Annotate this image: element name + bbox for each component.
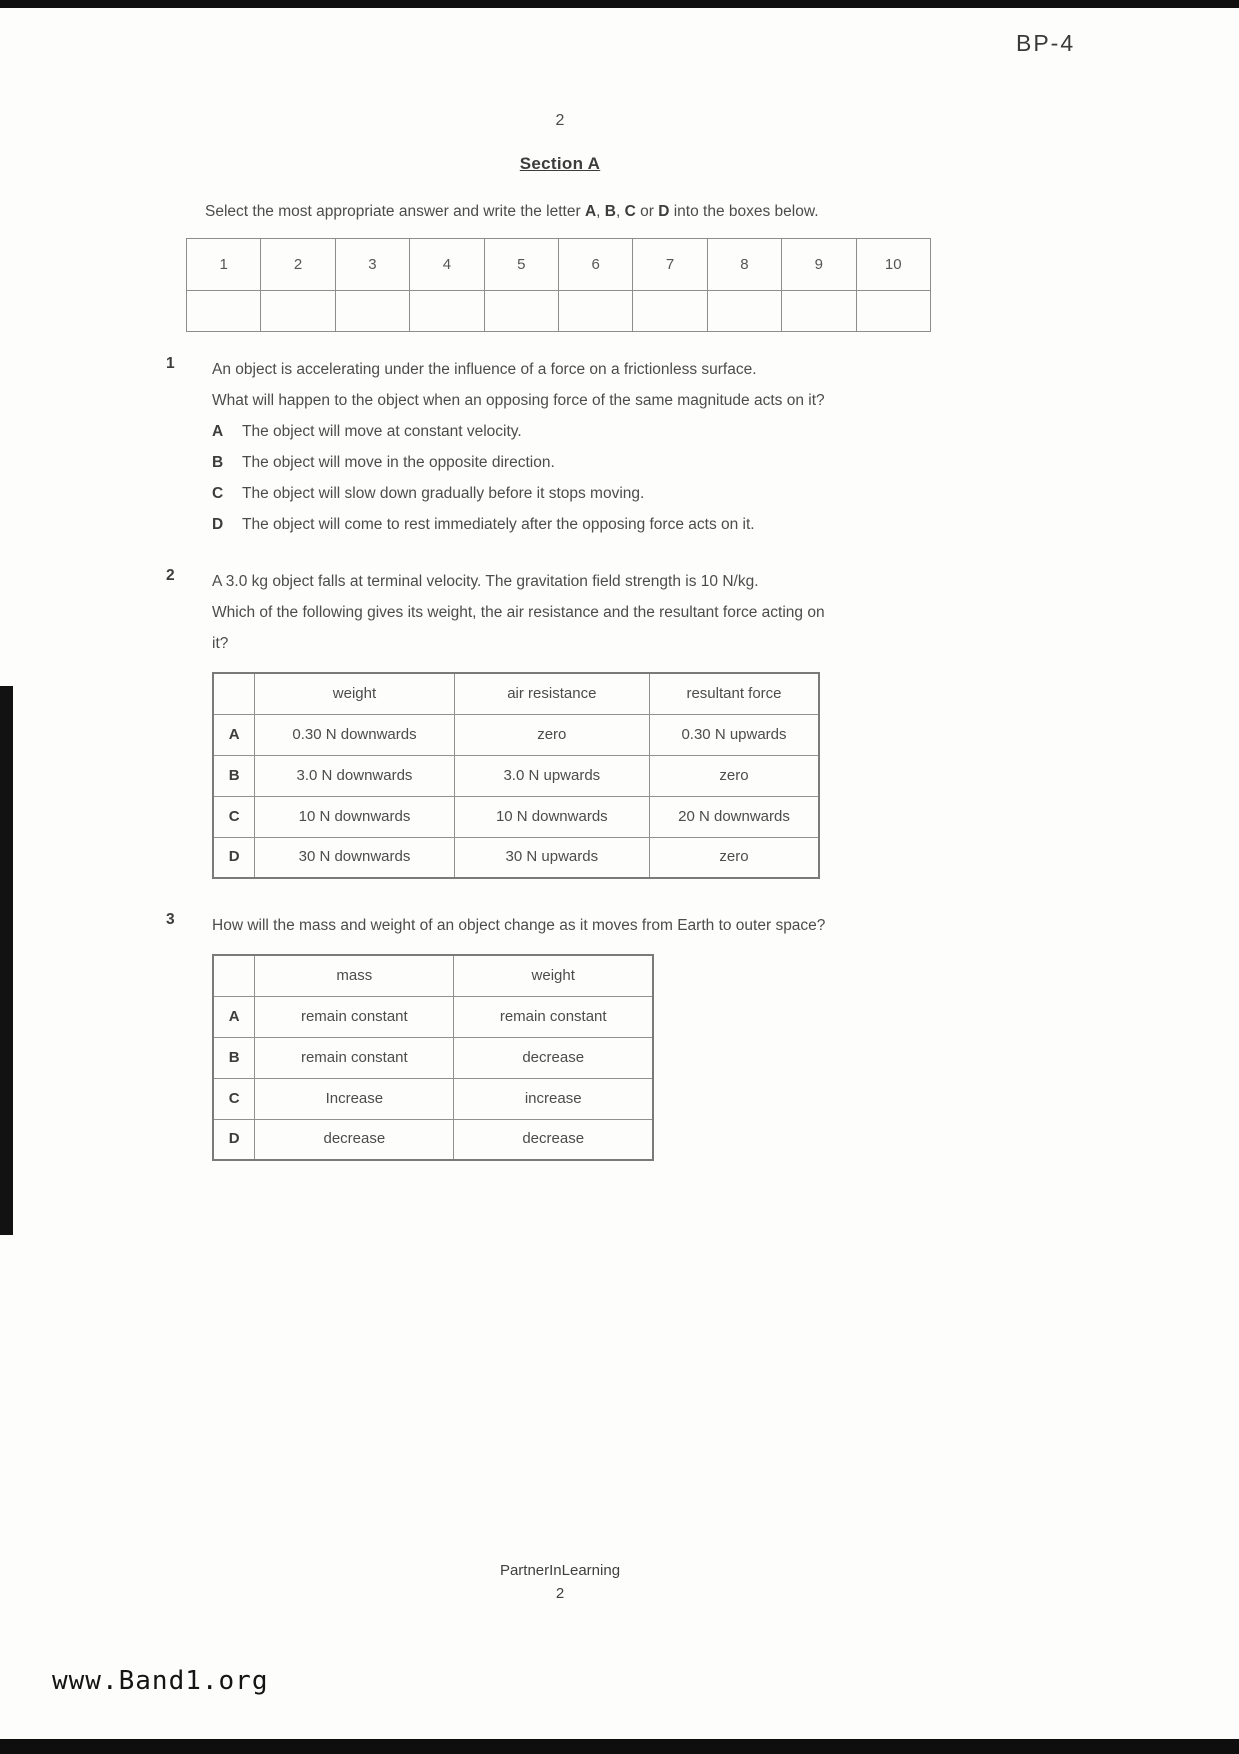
scan-artifact-top: [0, 0, 1239, 8]
answer-grid-blank-cell: [782, 291, 856, 332]
option-value-cell: decrease: [454, 1037, 653, 1078]
option-row: [212, 478, 992, 509]
question-text: [212, 566, 992, 659]
option-value-cell: 3.0 N downwards: [255, 755, 454, 796]
option-value-cell: 30 N upwards: [454, 837, 649, 878]
option-row: [212, 509, 992, 540]
table-row: [213, 837, 819, 878]
answer-grid-blank-cell: [633, 291, 707, 332]
answer-grid-number-cell: 6: [558, 239, 632, 291]
watermark-url: www.Band1.org: [52, 1666, 269, 1696]
table-row: [213, 796, 819, 837]
option-letter-cell: B: [213, 1037, 255, 1078]
answer-grid-number-cell: 10: [856, 239, 930, 291]
question-3: [166, 910, 992, 1161]
question-text: [212, 910, 992, 941]
paper-code: BP-4: [1016, 30, 1076, 56]
question-body: [212, 910, 992, 1161]
question-1: [166, 354, 992, 540]
answer-grid-blank-cell: [410, 291, 484, 332]
option-letter-cell: D: [213, 1119, 255, 1160]
option-value-cell: increase: [454, 1078, 653, 1119]
question-text-line: What will happen to the object when an opposing force of the same magnitude acts on it?: [212, 392, 825, 409]
option-value-cell: decrease: [454, 1119, 653, 1160]
table-row: [213, 714, 819, 755]
answer-grid-number-cell: 9: [782, 239, 856, 291]
table-row: [213, 1078, 653, 1119]
option-letter-cell: A: [213, 714, 255, 755]
option-value-cell: remain constant: [454, 996, 653, 1037]
question-body: [212, 354, 992, 540]
table-header-cell: weight: [454, 955, 653, 996]
page-number-top: 2: [555, 112, 565, 129]
answer-grid-number-cell: 2: [261, 239, 335, 291]
option-value-cell: zero: [649, 837, 819, 878]
option-letter-cell: B: [213, 755, 255, 796]
option-letter-cell: C: [213, 1078, 255, 1119]
option-value-cell: 0.30 N upwards: [649, 714, 819, 755]
option-value-cell: 30 N downwards: [255, 837, 454, 878]
table-header-cell: air resistance: [454, 673, 649, 714]
option-value-cell: 20 N downwards: [649, 796, 819, 837]
instruction-fragment: or: [635, 203, 659, 220]
instruction-fragment: ,: [596, 203, 605, 220]
option-text: The object will slow down gradually before it stops moving.: [242, 485, 645, 502]
option-letter: B: [212, 454, 224, 471]
option-value-cell: 10 N downwards: [454, 796, 649, 837]
table-header-cell: resultant force: [649, 673, 819, 714]
instruction-letter: D: [658, 203, 670, 220]
question-text-line: An object is accelerating under the influence of a force on a frictionless surface.: [212, 361, 757, 378]
table-corner-cell: [213, 955, 255, 996]
option-letter: C: [212, 485, 224, 502]
answer-grid-number-cell: 1: [187, 239, 261, 291]
footer-page-number: 2: [555, 1585, 565, 1602]
answer-grid-number-cell: 4: [410, 239, 484, 291]
answer-grid-number-row: [187, 239, 931, 291]
option-value-cell: 10 N downwards: [255, 796, 454, 837]
instruction-letter: A: [584, 203, 597, 220]
option-value-cell: remain constant: [255, 1037, 454, 1078]
answer-grid-blank-cell: [707, 291, 781, 332]
table-header-cell: mass: [255, 955, 454, 996]
table-corner-cell: [213, 673, 255, 714]
table-header-row: [213, 955, 653, 996]
answer-grid-number-cell: 8: [707, 239, 781, 291]
table-header-row: [213, 673, 819, 714]
answer-grid-number-cell: 3: [335, 239, 409, 291]
answer-grid-number-cell: 7: [633, 239, 707, 291]
instruction-fragment: ,: [615, 203, 625, 220]
question-text: [212, 354, 992, 416]
question-number: 1: [166, 355, 175, 372]
option-letter: A: [212, 423, 224, 440]
question-text-line: it?: [212, 635, 229, 652]
option-letter: D: [212, 516, 224, 533]
scan-artifact-bottom: [0, 1739, 1239, 1754]
option-letter-cell: D: [213, 837, 255, 878]
option-text: The object will come to rest immediately after the opposing force acts on it.: [242, 516, 755, 533]
answer-grid-blank-cell: [187, 291, 261, 332]
question-text-line: Which of the following gives its weight, the air resistance and the resultant force acting on: [212, 604, 825, 621]
instruction-text: [205, 203, 819, 221]
answer-grid-table: [186, 238, 931, 332]
table-row: [213, 755, 819, 796]
question-text-line: A 3.0 kg object falls at terminal velocity. The gravitation field strength is 10 N/kg.: [212, 573, 759, 590]
option-text: The object will move at constant velocity.: [242, 423, 522, 440]
question-number: 3: [166, 911, 175, 928]
option-value-cell: remain constant: [255, 996, 454, 1037]
instruction-letter: B: [604, 203, 616, 220]
option-letter-cell: C: [213, 796, 255, 837]
table-row: [213, 1119, 653, 1160]
table-header-cell: weight: [255, 673, 454, 714]
footer-brand: PartnerInLearning: [499, 1562, 621, 1579]
option-row: [212, 447, 992, 478]
option-value-cell: 0.30 N downwards: [255, 714, 454, 755]
section-title: Section A: [519, 154, 601, 173]
option-list: [212, 416, 992, 540]
instruction-letter: C: [624, 203, 636, 220]
answer-grid-blank-cell: [558, 291, 632, 332]
instruction-fragment: into the boxes below.: [669, 203, 819, 220]
option-value-cell: Increase: [255, 1078, 454, 1119]
option-value-cell: zero: [649, 755, 819, 796]
option-value-cell: zero: [454, 714, 649, 755]
option-value-cell: 3.0 N upwards: [454, 755, 649, 796]
question-3-answer-table: [212, 954, 654, 1161]
question-2-answer-table: [212, 672, 820, 879]
answer-grid-blank-cell: [856, 291, 930, 332]
option-row: [212, 416, 992, 447]
answer-grid-blank-cell: [484, 291, 558, 332]
table-row: [213, 996, 653, 1037]
option-letter-cell: A: [213, 996, 255, 1037]
option-text: The object will move in the opposite direction.: [242, 454, 555, 471]
question-text-line: How will the mass and weight of an object change as it moves from Earth to outer space?: [212, 917, 826, 934]
table-row: [213, 1037, 653, 1078]
question-body: [212, 566, 992, 879]
answer-grid-blank-row: [187, 291, 931, 332]
answer-grid-blank-cell: [335, 291, 409, 332]
question-number: 2: [166, 567, 175, 584]
instruction-fragment: Select the most appropriate answer and write the letter: [205, 203, 585, 220]
question-2: [166, 566, 992, 879]
answer-grid-number-cell: 5: [484, 239, 558, 291]
option-value-cell: decrease: [255, 1119, 454, 1160]
answer-grid-blank-cell: [261, 291, 335, 332]
scan-artifact-left: [0, 686, 13, 1235]
